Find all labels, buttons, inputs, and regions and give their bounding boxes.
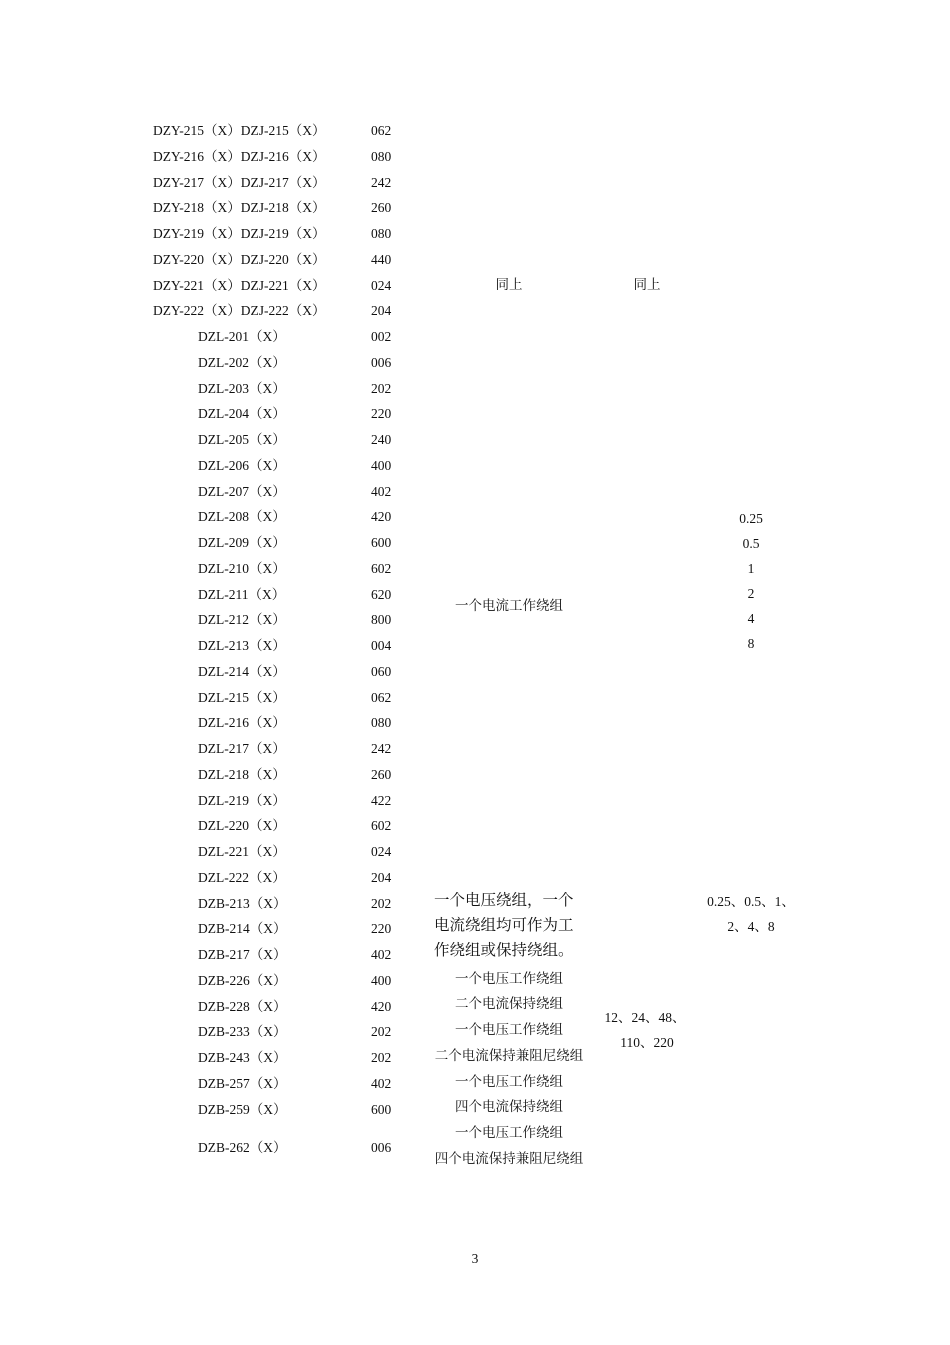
model-cell: DZL-218（X） xyxy=(198,766,286,782)
dzl-winding-note: 一个电流工作绕组 xyxy=(455,598,563,613)
dzb-current-line: 2、4、8 xyxy=(727,919,775,934)
model-cell: DZL-208（X） xyxy=(198,509,286,525)
code-cell: 440 xyxy=(371,251,392,267)
model-cell: DZL-214（X） xyxy=(198,663,286,679)
code-cell: 402 xyxy=(371,1075,392,1091)
code-cell: 242 xyxy=(371,741,392,756)
model-cell: DZB-233（X） xyxy=(198,1024,287,1040)
code-cell: 602 xyxy=(371,818,392,834)
code-cell: 062 xyxy=(371,123,392,138)
code-cell: 260 xyxy=(371,766,392,782)
dzb-winding-item: 四个电流保持兼阻尼绕组 xyxy=(434,1151,584,1166)
dzl-current-value: 0.5 xyxy=(742,536,760,551)
model-cell: DZL-210（X） xyxy=(198,560,286,576)
model-cell: DZB-228（X） xyxy=(198,998,287,1014)
model-cell: DZL-204（X） xyxy=(198,406,286,422)
code-cell: 080 xyxy=(371,226,392,241)
dzy-winding-note: 同上 xyxy=(495,277,523,292)
code-cell: 080 xyxy=(371,715,392,731)
model-cell: DZB-243（X） xyxy=(198,1050,287,1065)
model-cell: DZL-216（X） xyxy=(198,715,286,731)
dzl-current-value: 0.25 xyxy=(739,511,763,526)
model-cell: DZY-216（X）DZJ-216（X） xyxy=(153,148,326,164)
dzb-voltage-line: 12、24、48、 xyxy=(604,1010,686,1025)
code-cell: 006 xyxy=(371,354,392,370)
code-cell: 006 xyxy=(371,1140,392,1156)
model-cell: DZY-219（X）DZJ-219（X） xyxy=(153,226,326,241)
code-cell: 422 xyxy=(371,792,392,808)
model-cell: DZL-219（X） xyxy=(198,792,286,808)
model-cell: DZY-222（X）DZJ-222（X） xyxy=(153,303,326,319)
model-cell: DZY-220（X）DZJ-220（X） xyxy=(153,251,326,267)
model-cell: DZL-221（X） xyxy=(198,844,286,859)
code-cell: 204 xyxy=(371,303,392,319)
dzb-current-line: 0.25、0.5、1、 xyxy=(707,894,795,909)
model-cell: DZL-212（X） xyxy=(198,612,286,628)
model-cell: DZL-207（X） xyxy=(198,483,286,499)
model-cell: DZL-213（X） xyxy=(198,638,286,653)
model-cell: DZL-220（X） xyxy=(198,818,286,834)
code-cell: 240 xyxy=(371,432,392,447)
dzb-winding-item: 二个电流保持兼阻尼绕组 xyxy=(434,1048,584,1063)
code-cell: 600 xyxy=(371,1101,392,1117)
dzb-winding-item: 一个电压工作绕组 xyxy=(455,1074,563,1089)
code-cell: 202 xyxy=(371,895,392,911)
model-cell: DZL-201（X） xyxy=(198,329,286,344)
code-cell: 220 xyxy=(371,406,392,422)
model-cell: DZL-205（X） xyxy=(198,432,286,447)
code-cell: 242 xyxy=(371,174,392,190)
model-cell: DZL-215（X） xyxy=(198,689,286,705)
model-cell: DZB-262（X） xyxy=(198,1140,287,1156)
code-cell: 420 xyxy=(371,998,392,1014)
code-cell: 024 xyxy=(371,844,392,859)
model-cell: DZY-218（X）DZJ-218（X） xyxy=(153,200,326,216)
code-cell: 400 xyxy=(371,972,392,988)
page-number: 3 xyxy=(471,1251,479,1266)
dzb-winding-item: 四个电流保持绕组 xyxy=(455,1099,563,1114)
dzb-winding-item: 一个电压工作绕组 xyxy=(455,1125,563,1140)
model-cell: DZB-226（X） xyxy=(198,972,287,988)
code-cell: 420 xyxy=(371,509,392,525)
dzl-current-value: 4 xyxy=(747,611,755,626)
model-cell: DZL-202（X） xyxy=(198,354,286,370)
code-cell: 620 xyxy=(371,586,392,602)
code-cell: 202 xyxy=(371,1050,392,1065)
model-cell: DZB-213（X） xyxy=(198,895,287,911)
code-cell: 204 xyxy=(371,869,392,885)
model-cell: DZL-211（X） xyxy=(198,586,286,602)
code-cell: 800 xyxy=(371,612,392,628)
code-cell: 202 xyxy=(371,1024,392,1040)
code-cell: 220 xyxy=(371,921,392,937)
model-cell: DZB-259（X） xyxy=(198,1101,287,1117)
model-cell: DZY-217（X）DZJ-217（X） xyxy=(153,174,326,190)
dzl-current-value: 2 xyxy=(747,586,755,601)
model-cell: DZB-257（X） xyxy=(198,1075,287,1091)
dzb-winding-item: 二个电流保持绕组 xyxy=(455,996,563,1011)
code-cell: 600 xyxy=(371,535,392,550)
model-cell: DZL-203（X） xyxy=(198,380,286,396)
code-cell: 402 xyxy=(371,947,392,962)
dzb-winding-note-line: 作绕组或保持绕组。 xyxy=(434,942,574,959)
dzl-current-value: 1 xyxy=(747,561,755,576)
dzb-winding-note-line: 一个电压绕组，一个 xyxy=(434,892,574,909)
code-cell: 400 xyxy=(371,457,392,473)
code-cell: 202 xyxy=(371,380,392,396)
dzb-voltage-line: 110、220 xyxy=(620,1035,674,1050)
model-cell: DZB-214（X） xyxy=(198,921,287,937)
dzb-winding-item: 一个电压工作绕组 xyxy=(455,1022,563,1037)
code-cell: 602 xyxy=(371,560,392,576)
model-cell: DZY-221（X）DZJ-221（X） xyxy=(153,277,326,293)
code-cell: 260 xyxy=(371,200,392,216)
model-cell: DZL-209（X） xyxy=(198,535,286,550)
dzl-current-value: 8 xyxy=(747,636,755,651)
code-cell: 062 xyxy=(371,689,392,705)
code-cell: 402 xyxy=(371,483,392,499)
model-cell: DZY-215（X）DZJ-215（X） xyxy=(153,123,326,138)
code-cell: 060 xyxy=(371,663,392,679)
model-cell: DZL-217（X） xyxy=(198,741,286,756)
model-cell: DZL-206（X） xyxy=(198,457,286,473)
code-cell: 080 xyxy=(371,148,392,164)
code-cell: 024 xyxy=(371,277,392,293)
code-cell: 002 xyxy=(371,329,392,344)
code-cell: 004 xyxy=(371,638,392,653)
dzb-winding-note-line: 电流绕组均可作为工 xyxy=(434,917,574,934)
dzb-winding-item: 一个电压工作绕组 xyxy=(455,971,563,986)
dzy-voltage-note: 同上 xyxy=(633,277,661,292)
model-cell: DZL-222（X） xyxy=(198,869,286,885)
model-cell: DZB-217（X） xyxy=(198,947,287,962)
